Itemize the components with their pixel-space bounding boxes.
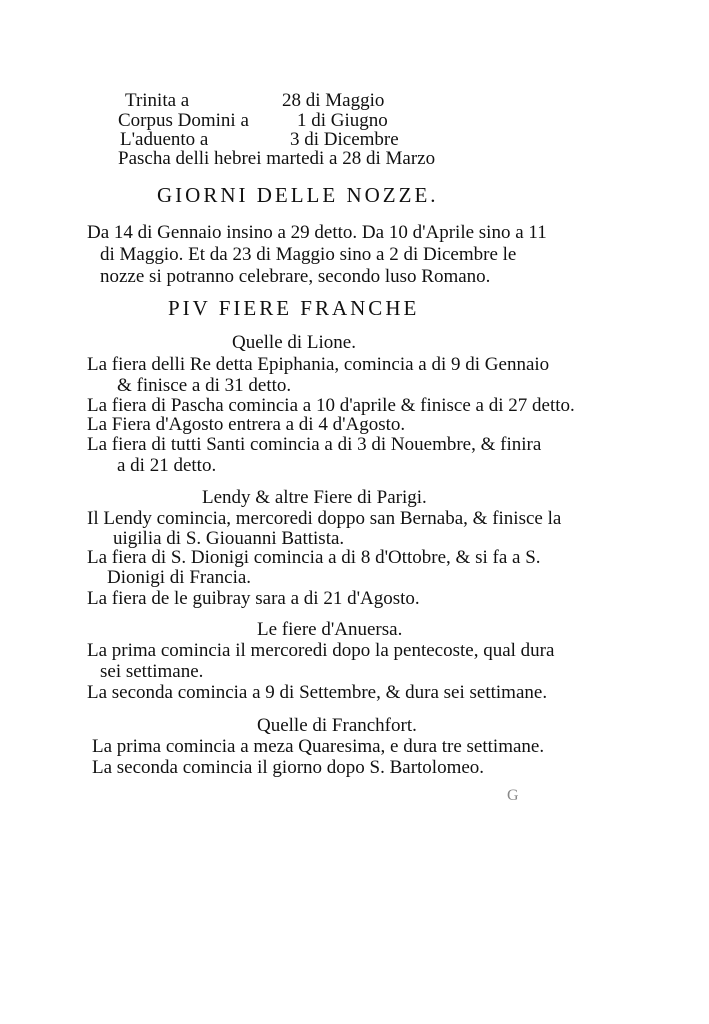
feast-date: 3 di Dicembre [290,129,399,150]
fair-line: La fiera di S. Dionigi comincia a di 8 d'Ottobre, & si fa a S. [87,547,541,568]
feast-name: Corpus Domini a [118,110,249,131]
feast-date: 28 di Maggio [282,90,385,111]
signature-mark: G [507,787,519,804]
fair-line: & finisce a di 31 detto. [117,375,292,396]
pascha-line: Pascha delli hebrei martedi a 28 di Marzo [118,148,436,169]
fairs-parigi-title: Lendy & altre Fiere di Parigi. [202,487,427,508]
fair-line: La fiera di tutti Santi comincia a di 3 di Nouembre, & finira [87,434,542,455]
wedding-line: nozze si potranno celebrare, secondo luso Romano. [100,266,491,287]
wedding-heading: GIORNI DELLE NOZZE. [157,183,439,207]
fair-line: La Fiera d'Agosto entrera a di 4 d'Agosto. [87,414,406,435]
feast-name: L'aduento a [120,129,209,150]
wedding-line: di Maggio. Et da 23 di Maggio sino a 2 di Dicembre le [100,244,517,265]
fair-line: La prima comincia a meza Quaresima, e dura tre settimane. [92,736,545,757]
fair-line: La prima comincia il mercoredi dopo la pentecoste, qual dura [87,640,555,661]
fairs-franchfort-title: Quelle di Franchfort. [257,715,417,736]
fair-line: La fiera di Pascha comincia a 10 d'aprile & finisce a di 27 detto. [87,395,575,416]
feast-date: 1 di Giugno [297,110,388,131]
fair-line: sei settimane. [100,661,204,682]
fair-line: uigilia di S. Giouanni Battista. [113,528,345,549]
fair-line: La seconda comincia a 9 di Settembre, & dura sei settimane. [87,682,548,703]
fairs-heading: PIV FIERE FRANCHE [168,296,420,320]
fairs-anuersa-title: Le fiere d'Anuersa. [257,619,403,640]
fair-line: La fiera de le guibray sara a di 21 d'Agosto. [87,588,420,609]
fairs-lione-title: Quelle di Lione. [232,332,356,353]
fair-line: La fiera delli Re detta Epiphania, comincia a di 9 di Gennaio [87,354,550,375]
feast-name: Trinita a [125,90,190,111]
fair-line: La seconda comincia il giorno dopo S. Bartolomeo. [92,757,485,778]
fair-line: Dionigi di Francia. [107,567,252,588]
fair-line: a di 21 detto. [117,455,217,476]
fair-line: Il Lendy comincia, mercoredi doppo san Bernaba, & finisce la [87,508,562,529]
wedding-line: Da 14 di Gennaio insino a 29 detto. Da 10 d'Aprile sino a 11 [87,222,547,243]
